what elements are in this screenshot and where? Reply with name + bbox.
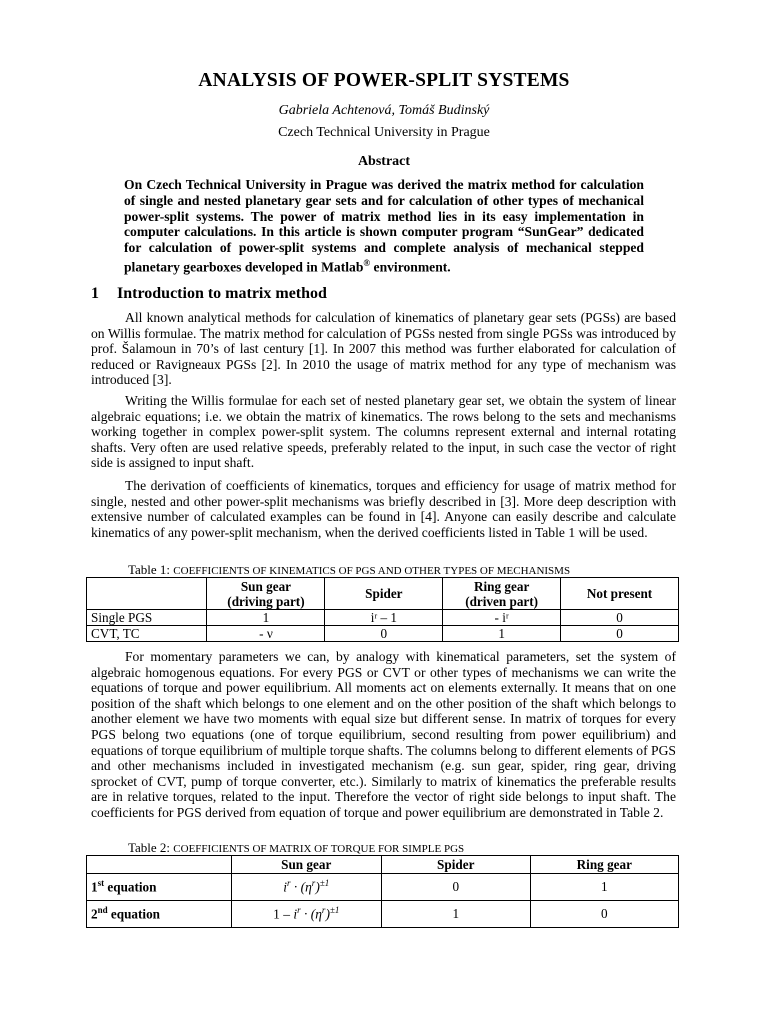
formula-exp: ±1: [329, 905, 340, 916]
header-line: Spider: [365, 586, 403, 601]
row-label: CVT, TC: [87, 626, 207, 642]
formula-prefix: 1 –: [273, 906, 294, 922]
formula-close: ): [325, 906, 330, 922]
abstract-heading: Abstract: [357, 154, 411, 169]
abstract-text: On Czech Technical University in Prague was derived the matrix method for calculation of single and nested planetary gear sets and for calculation of other types of mechanical power-split systems. The power of matrix method lies in its easy implementation in computer calculations. In this article is shown computer program “SunGear” dedicated for calculation of power-split systems and complete analysis of mechanical stepped planetary gearboxes developed in Matlab: [124, 177, 644, 275]
header-line: Sun gear: [240, 578, 292, 594]
table1-caption-text: COEFFICIENTS OF KINEMATICS OF PGS AND OTHER TYPES OF MECHANISMS: [173, 565, 571, 577]
formula-base: i: [293, 906, 298, 922]
table-header-cell: Sun gear: [231, 856, 381, 874]
table-row: [87, 610, 679, 626]
affiliation: Czech Technical University in Prague: [278, 125, 490, 140]
table1-caption-prefix: Table 1:: [128, 562, 174, 577]
table-cell: 0: [381, 874, 530, 901]
sun-gear-formula: [231, 901, 381, 928]
table-cell: 0: [561, 626, 679, 642]
formula-mid: · (η: [290, 879, 312, 895]
authors: Gabriela Achtenová, Tomáš Budinský: [278, 103, 490, 118]
paragraph-3: The derivation of coefficients of kinematics, torques and efficiency for usage of matrix method for single, nested and other power-split mechanisms was briefly described in [3]. More deep description with extensive number of calculated examples can be found in [4]. Anyone can easily describe and calculate kinematics of any power-split mechanism, when the derived coefficients listed in Table 1 will be used.: [91, 478, 676, 540]
paragraph-1: All known analytical methods for calculation of kinematics of planetary gear sets (PGSs) are based on Willis formulae. The matrix method for calculation of PGSs nested from single PGSs was introduced by prof. Šalamoun in 70’s of last century [1]. In 2007 this method was further elaborated for calculation of reduced or Ravigneaux PGSs [2]. In 2010 the usage of matrix method for any type of mechanism was introduced [3].: [91, 310, 676, 388]
table-cell: - iʳ: [443, 610, 561, 626]
label-number: 1: [91, 879, 98, 895]
section-heading: [91, 285, 327, 303]
torque-table: [86, 855, 679, 928]
formula-close: ): [315, 879, 320, 895]
table-header-cell: [443, 578, 561, 610]
paragraph-2: Writing the Willis formulae for each set of nested planetary gear set, we obtain the system of linear algebraic equations; i.e. we obtain the matrix of kinematics. The rows belong to the sets and mechanisms working together in complex power-split system. The columns represent external and internal rotating shafts. Very often are used relative speeds, preferably related to the input, in such case the vector of right side is assigned to input shaft.: [91, 393, 676, 471]
section-title: Introduction to matrix method: [117, 285, 327, 302]
table-row: [87, 626, 679, 642]
table-header-cell: Spider: [381, 856, 530, 874]
sun-gear-formula: [231, 874, 381, 901]
table-cell: 0: [561, 610, 679, 626]
formula-exp: ±1: [319, 878, 330, 889]
table-cell: - ν: [207, 626, 325, 642]
table-cell: 1: [443, 626, 561, 642]
table-cell: 0: [325, 626, 443, 642]
paper-title: ANALYSIS OF POWER-SPLIT SYSTEMS: [198, 70, 570, 91]
table-cell: iʳ – 1: [325, 610, 443, 626]
label-text: equation: [107, 906, 161, 922]
abstract-text-end: environment.: [370, 259, 451, 275]
table-header-cell: [87, 856, 232, 874]
kinematics-table: [86, 577, 679, 642]
abstract-body: [124, 177, 644, 275]
paragraph-4: For momentary parameters we can, by analogy with kinematical parameters, set the system of algebraic homogenous equations. For every PGS or CVT or other types of mechanisms we can write the equations of torque and power equilibrium. All moments act on elements externally. It means that on one position of the shaft which belongs to one element and on the other position of the shaft which belongs to another element we have two moments with equal size but different sense. In matrix of torques for every PGS belong two equations (one of torque equilibrium, second resulting from power equilibrium) and equations of torque equilibrium of multiple torque shafts. The columns belong to different elements of PGS and other mechanisms included in investigated mechanism (e.g. sun gear, spider, ring gear, driving sprocket of CVT, pump of torque converter, etc.). Similarly to matrix of kinematics the preferable results are in relative torques, related to the input. Therefore the vector of right side belongs to input shaft. The coefficients for PGS derived from equation of torque and power equilibrium are demonstrated in Table 2.: [91, 649, 676, 820]
formula-sup: r: [311, 878, 316, 889]
table-header-cell: [207, 578, 325, 610]
table-cell: 1: [381, 901, 530, 928]
table-header-row: [87, 856, 679, 874]
table-header-cell: [87, 578, 207, 610]
table2-caption: [128, 840, 464, 856]
label-number: 2: [91, 906, 98, 922]
section-number: 1: [91, 285, 99, 302]
header-line: Not present: [586, 586, 653, 601]
table-row: [87, 874, 679, 901]
formula-base: i: [283, 879, 287, 895]
row-label: [87, 901, 232, 928]
table-header-cell: [325, 578, 443, 610]
formula-sup: r: [286, 878, 291, 889]
row-label: Single PGS: [87, 610, 207, 626]
table2-caption-prefix: Table 2:: [128, 840, 174, 855]
table-cell: 1: [530, 874, 678, 901]
table-cell: 0: [530, 901, 678, 928]
label-ordinal: nd: [97, 905, 108, 916]
row-label: [87, 874, 232, 901]
table-header-cell: [561, 578, 679, 610]
table2-caption-text: COEFFICIENTS OF MATRIX OF TORQUE FOR SIMPLE PGS: [173, 843, 465, 855]
header-line: (driving part): [227, 593, 305, 609]
table-header-row: [87, 578, 679, 610]
formula-mid: · (η: [300, 906, 322, 922]
table-cell: 1: [207, 610, 325, 626]
formula-sup: r: [321, 905, 326, 916]
table1-caption: [128, 562, 570, 578]
header-line: Ring gear: [473, 578, 530, 594]
label-ordinal: st: [97, 878, 105, 889]
formula-sup: r: [297, 905, 301, 916]
label-text: equation: [104, 879, 157, 895]
table-row: [87, 901, 679, 928]
table-header-cell: Ring gear: [530, 856, 678, 874]
registered-mark: ®: [363, 257, 371, 268]
header-line: (driven part): [465, 593, 539, 609]
